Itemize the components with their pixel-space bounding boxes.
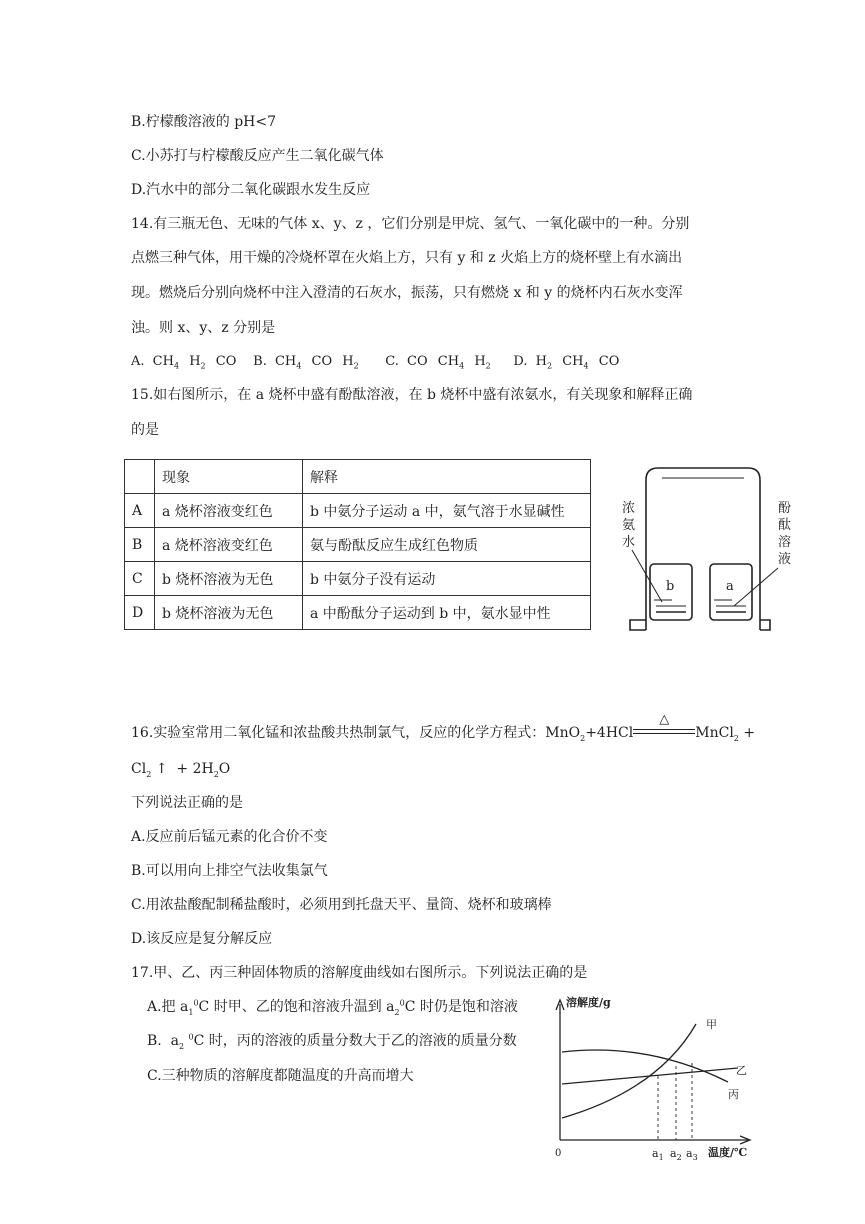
q16-option-b: B.可以用向上排空气法收集氯气 [131, 863, 328, 879]
row-letter: B [125, 528, 155, 562]
row-explanation: b 中氨分子运动 a 中，氨气溶于水显碱性 [303, 494, 591, 528]
q14-stem-line-3: 现。燃烧后分别向烧杯中注入澄清的石灰水，振荡，只有燃烧 x 和 y 的烧杯内石灰水变浑 [131, 285, 683, 301]
row-phenomenon: a 烧杯溶液变红色 [155, 494, 303, 528]
curve-label-yi: 乙 [736, 1064, 747, 1077]
label-ammonia-1: 浓 [622, 501, 636, 516]
heat-condition-icon: △ [659, 712, 670, 727]
q15-table [124, 459, 591, 630]
q17-option-c: C.三种物质的溶解度都随温度的升高而增大 [147, 1068, 414, 1084]
table-row [125, 562, 591, 596]
curve-yi [562, 1068, 738, 1084]
label-ammonia-3: 水 [622, 535, 636, 550]
label-phenol-1: 酚 [778, 501, 792, 516]
origin-label: 0 [555, 1148, 562, 1159]
q16-prompt: 下列说法正确的是 [131, 795, 243, 811]
q14-stem-line-1: 14.有三瓶无色、无味的气体 x、y、z ，它们分别是甲烷、氢气、一氧化碳中的一种。分别 [131, 216, 690, 232]
curve-label-jia: 甲 [706, 1018, 717, 1031]
gas-arrow: ↑ [155, 761, 168, 777]
bell-jar-base-left [630, 620, 646, 630]
header-cell-phenomenon: 现象 [155, 460, 303, 494]
q16-option-c: C.用浓盐酸配制稀盐酸时，必须用到托盘天平、量筒、烧杯和玻璃棒 [131, 897, 552, 913]
label-phenol-2: 酞 [778, 518, 792, 533]
q15-stem-line-1: 15.如右图所示，在 a 烧杯中盛有酚酞溶液，在 b 烧杯中盛有浓氨水，有关现象和解释正确 [131, 387, 693, 403]
leader-line-left [632, 550, 662, 602]
curve-bing [562, 1050, 728, 1082]
tick-a3: $a_3$ [686, 1147, 698, 1162]
table-row [125, 494, 591, 528]
bell-jar-base-right [760, 620, 770, 630]
label-ammonia-2: 氨 [622, 518, 636, 533]
q14-option-a: A. $CH_4$ $H_2$ CO [131, 354, 237, 371]
label-phenol-4: 液 [778, 552, 792, 567]
curve-label-bing: 丙 [728, 1088, 739, 1101]
row-explanation: a 中酚酞分子运动到 b 中，氨水显中性 [303, 596, 591, 630]
q16-option-a: A.反应前后锰元素的化合价不变 [131, 829, 328, 845]
solubility-graph [548, 990, 768, 1165]
row-letter: D [125, 596, 155, 630]
row-phenomenon: a 烧杯溶液变红色 [155, 528, 303, 562]
q17-option-a: A.把 $a_1^0C$ 时甲、乙的饱和溶液升温到 $a_2^0C$ 时仍是饱和溶液 [147, 998, 518, 1017]
y-axis-label: 溶解度/g [566, 996, 611, 1009]
table-row [125, 528, 591, 562]
beaker-a-label: a [726, 579, 734, 594]
beaker-b-label: b [666, 579, 675, 594]
q13-option-d: D.汽水中的部分二氧化碳跟水发生反应 [131, 182, 371, 198]
q16-line-1: 16.实验室常用二氧化锰和浓盐酸共热制氯气，反应的化学方程式：MnO$_2$+4HCl △ MnCl$_2$ + [131, 712, 756, 743]
q16-option-d: D.该反应是复分解反应 [131, 931, 273, 947]
q16-line-2: $Cl_2$ ↑ + $2H_2O$ [131, 761, 231, 779]
leader-line-right [734, 568, 778, 606]
tick-a2: $a_2$ [670, 1147, 682, 1162]
q13-option-b: B.柠檬酸溶液的 pH<7 [131, 114, 276, 130]
label-phenol-3: 溶 [778, 535, 792, 550]
header-cell-explanation: 解释 [303, 460, 591, 494]
row-phenomenon: b 烧杯溶液为无色 [155, 562, 303, 596]
q17-option-b: B. $a_2$ $^0$C 时，丙的溶液的质量分数大于乙的溶液的质量分数 [147, 1032, 517, 1051]
q15-table-header [125, 460, 591, 494]
equation-left: MnO$_2$+4HCl [545, 725, 634, 743]
equation-product: MnCl$_2$ + [695, 725, 756, 743]
q15-stem-line-2: 的是 [131, 422, 159, 438]
q14-option-d: D. $H_2$ $CH_4$ CO [513, 354, 620, 371]
row-explanation: 氨与酚酞反应生成红色物质 [303, 528, 591, 562]
table-row [125, 596, 591, 630]
x-axis-label: 温度/℃ [708, 1146, 748, 1159]
row-explanation: b 中氨分子没有运动 [303, 562, 591, 596]
row-letter: C [125, 562, 155, 596]
q14-option-c: C. CO $CH_4$ $H_2$ [385, 354, 491, 371]
row-phenomenon: b 烧杯溶液为无色 [155, 596, 303, 630]
tick-a1: $a_1$ [652, 1147, 664, 1162]
q13-option-c: C.小苏打与柠檬酸反应产生二氧化碳气体 [131, 148, 384, 164]
equals-sign [633, 712, 695, 743]
bell-jar-figure [610, 440, 810, 650]
q14-stem-line-4: 浊。则 x、y、z 分别是 [131, 320, 276, 336]
q14-stem-line-2: 点燃三种气体，用干燥的冷烧杯罩在火焰上方，只有 y 和 z 火焰上方的烧杯壁上有水滴出 [131, 250, 683, 266]
header-cell [125, 460, 155, 494]
q14-options [131, 352, 619, 372]
q17-stem: 17.甲、乙、丙三种固体物质的溶解度曲线如右图所示。下列说法正确的是 [131, 965, 588, 981]
q14-option-b: B. $CH_4$ CO $H_2$ [253, 354, 359, 371]
row-letter: A [125, 494, 155, 528]
